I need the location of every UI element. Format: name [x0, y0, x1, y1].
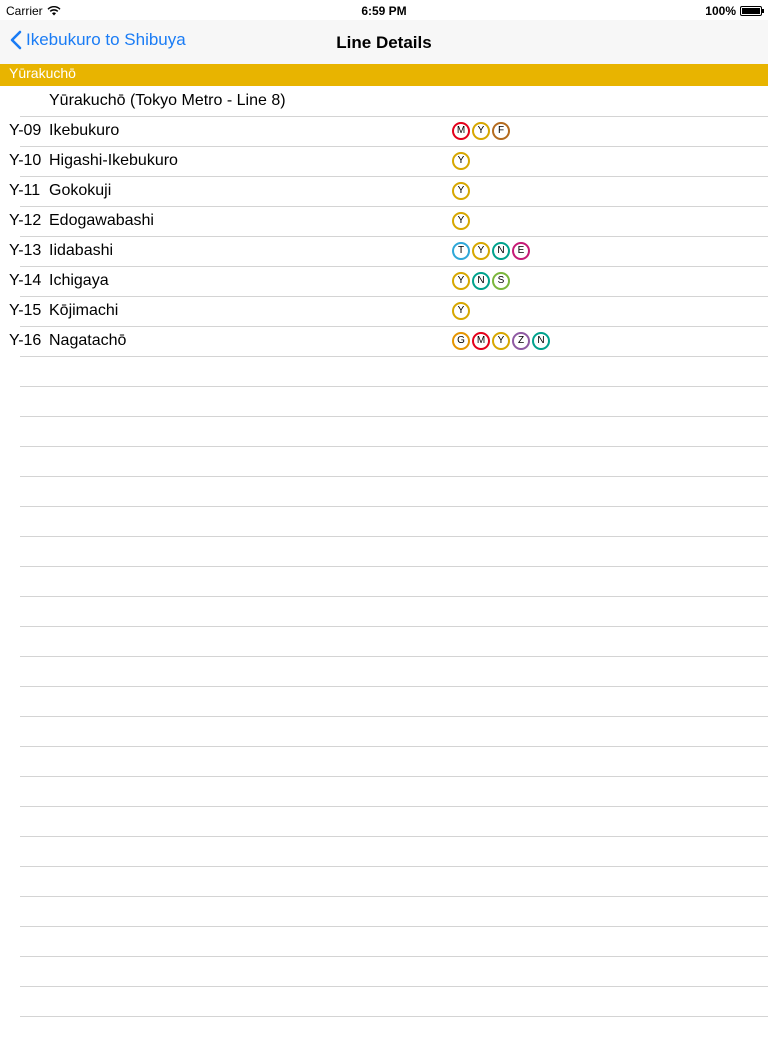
section-header: Yūrakuchō — [0, 64, 768, 86]
station-row[interactable] — [9, 176, 768, 206]
empty-table-row — [20, 356, 768, 386]
station-name: Ikebukuro — [49, 122, 120, 139]
battery-fill — [742, 8, 760, 14]
line-badge-t: T — [452, 242, 470, 260]
empty-table-row — [20, 956, 768, 986]
line-badge-n: N — [492, 242, 510, 260]
station-code: Y-09 — [9, 122, 42, 139]
line-badge-m: M — [452, 122, 470, 140]
station-name: Higashi-Ikebukuro — [49, 152, 178, 169]
empty-table-row — [20, 656, 768, 686]
station-row[interactable] — [9, 116, 768, 146]
line-badge-z: Z — [512, 332, 530, 350]
empty-table-row — [20, 1016, 768, 1046]
station-name: Nagatachō — [49, 332, 127, 349]
line-badge-y: Y — [472, 122, 490, 140]
line-badge-y: Y — [452, 182, 470, 200]
line-badge-y: Y — [452, 212, 470, 230]
station-name: Iidabashi — [49, 242, 114, 259]
line-badge-s: S — [492, 272, 510, 290]
empty-table-row — [20, 506, 768, 536]
station-name: Edogawabashi — [49, 212, 154, 229]
station-code: Y-15 — [9, 302, 42, 319]
transfer-badges — [452, 242, 530, 260]
empty-table-row — [20, 986, 768, 1016]
line-title: Yūrakuchō (Tokyo Metro - Line 8) — [49, 92, 286, 109]
battery-icon — [740, 6, 762, 16]
transfer-badges — [452, 302, 470, 320]
station-list — [0, 116, 768, 356]
station-name: Kōjimachi — [49, 302, 119, 319]
empty-rows — [0, 356, 768, 1046]
empty-table-row — [20, 596, 768, 626]
line-badge-y: Y — [492, 332, 510, 350]
station-row[interactable] — [9, 296, 768, 326]
empty-table-row — [20, 566, 768, 596]
status-right — [705, 4, 762, 18]
transfer-badges — [452, 332, 550, 350]
station-code: Y-11 — [9, 182, 41, 199]
line-badge-n: N — [532, 332, 550, 350]
station-row[interactable] — [9, 326, 768, 356]
empty-table-row — [20, 776, 768, 806]
station-row[interactable] — [9, 236, 768, 266]
empty-table-row — [20, 836, 768, 866]
empty-table-row — [20, 746, 768, 776]
line-badge-y: Y — [452, 272, 470, 290]
empty-table-row — [20, 896, 768, 926]
empty-table-row — [20, 806, 768, 836]
empty-table-row — [20, 446, 768, 476]
line-badge-f: F — [492, 122, 510, 140]
station-code: Y-10 — [9, 152, 42, 169]
empty-table-row — [20, 866, 768, 896]
station-code: Y-12 — [9, 212, 42, 229]
station-name: Ichigaya — [49, 272, 109, 289]
empty-table-row — [20, 926, 768, 956]
back-button-label: Ikebukuro to Shibuya — [26, 30, 186, 49]
transfer-badges — [452, 152, 470, 170]
transfer-badges — [452, 122, 510, 140]
station-code: Y-14 — [9, 272, 42, 289]
line-badge-g: G — [452, 332, 470, 350]
line-badge-y: Y — [472, 242, 490, 260]
status-bar — [0, 0, 768, 20]
transfer-badges — [452, 272, 510, 290]
battery-percent: 100% — [705, 4, 736, 18]
navigation-bar — [0, 20, 768, 64]
page-title: Line Details — [336, 33, 432, 52]
empty-table-row — [20, 686, 768, 716]
station-code: Y-13 — [9, 242, 42, 259]
station-row[interactable] — [9, 146, 768, 176]
status-time: 6:59 PM — [361, 4, 407, 18]
empty-table-row — [20, 626, 768, 656]
line-badge-m: M — [472, 332, 490, 350]
station-row[interactable] — [9, 266, 768, 296]
carrier-label: Carrier — [6, 4, 43, 18]
empty-table-row — [20, 536, 768, 566]
transfer-badges — [452, 212, 470, 230]
empty-table-row — [20, 716, 768, 746]
station-code: Y-16 — [9, 332, 42, 349]
station-row[interactable] — [9, 206, 768, 236]
line-badge-n: N — [472, 272, 490, 290]
empty-table-row — [20, 416, 768, 446]
line-badge-y: Y — [452, 302, 470, 320]
line-badge-e: E — [512, 242, 530, 260]
transfer-badges — [452, 182, 470, 200]
empty-table-row — [20, 386, 768, 416]
line-badge-y: Y — [452, 152, 470, 170]
station-name: Gokokuji — [49, 182, 112, 199]
empty-table-row — [20, 476, 768, 506]
